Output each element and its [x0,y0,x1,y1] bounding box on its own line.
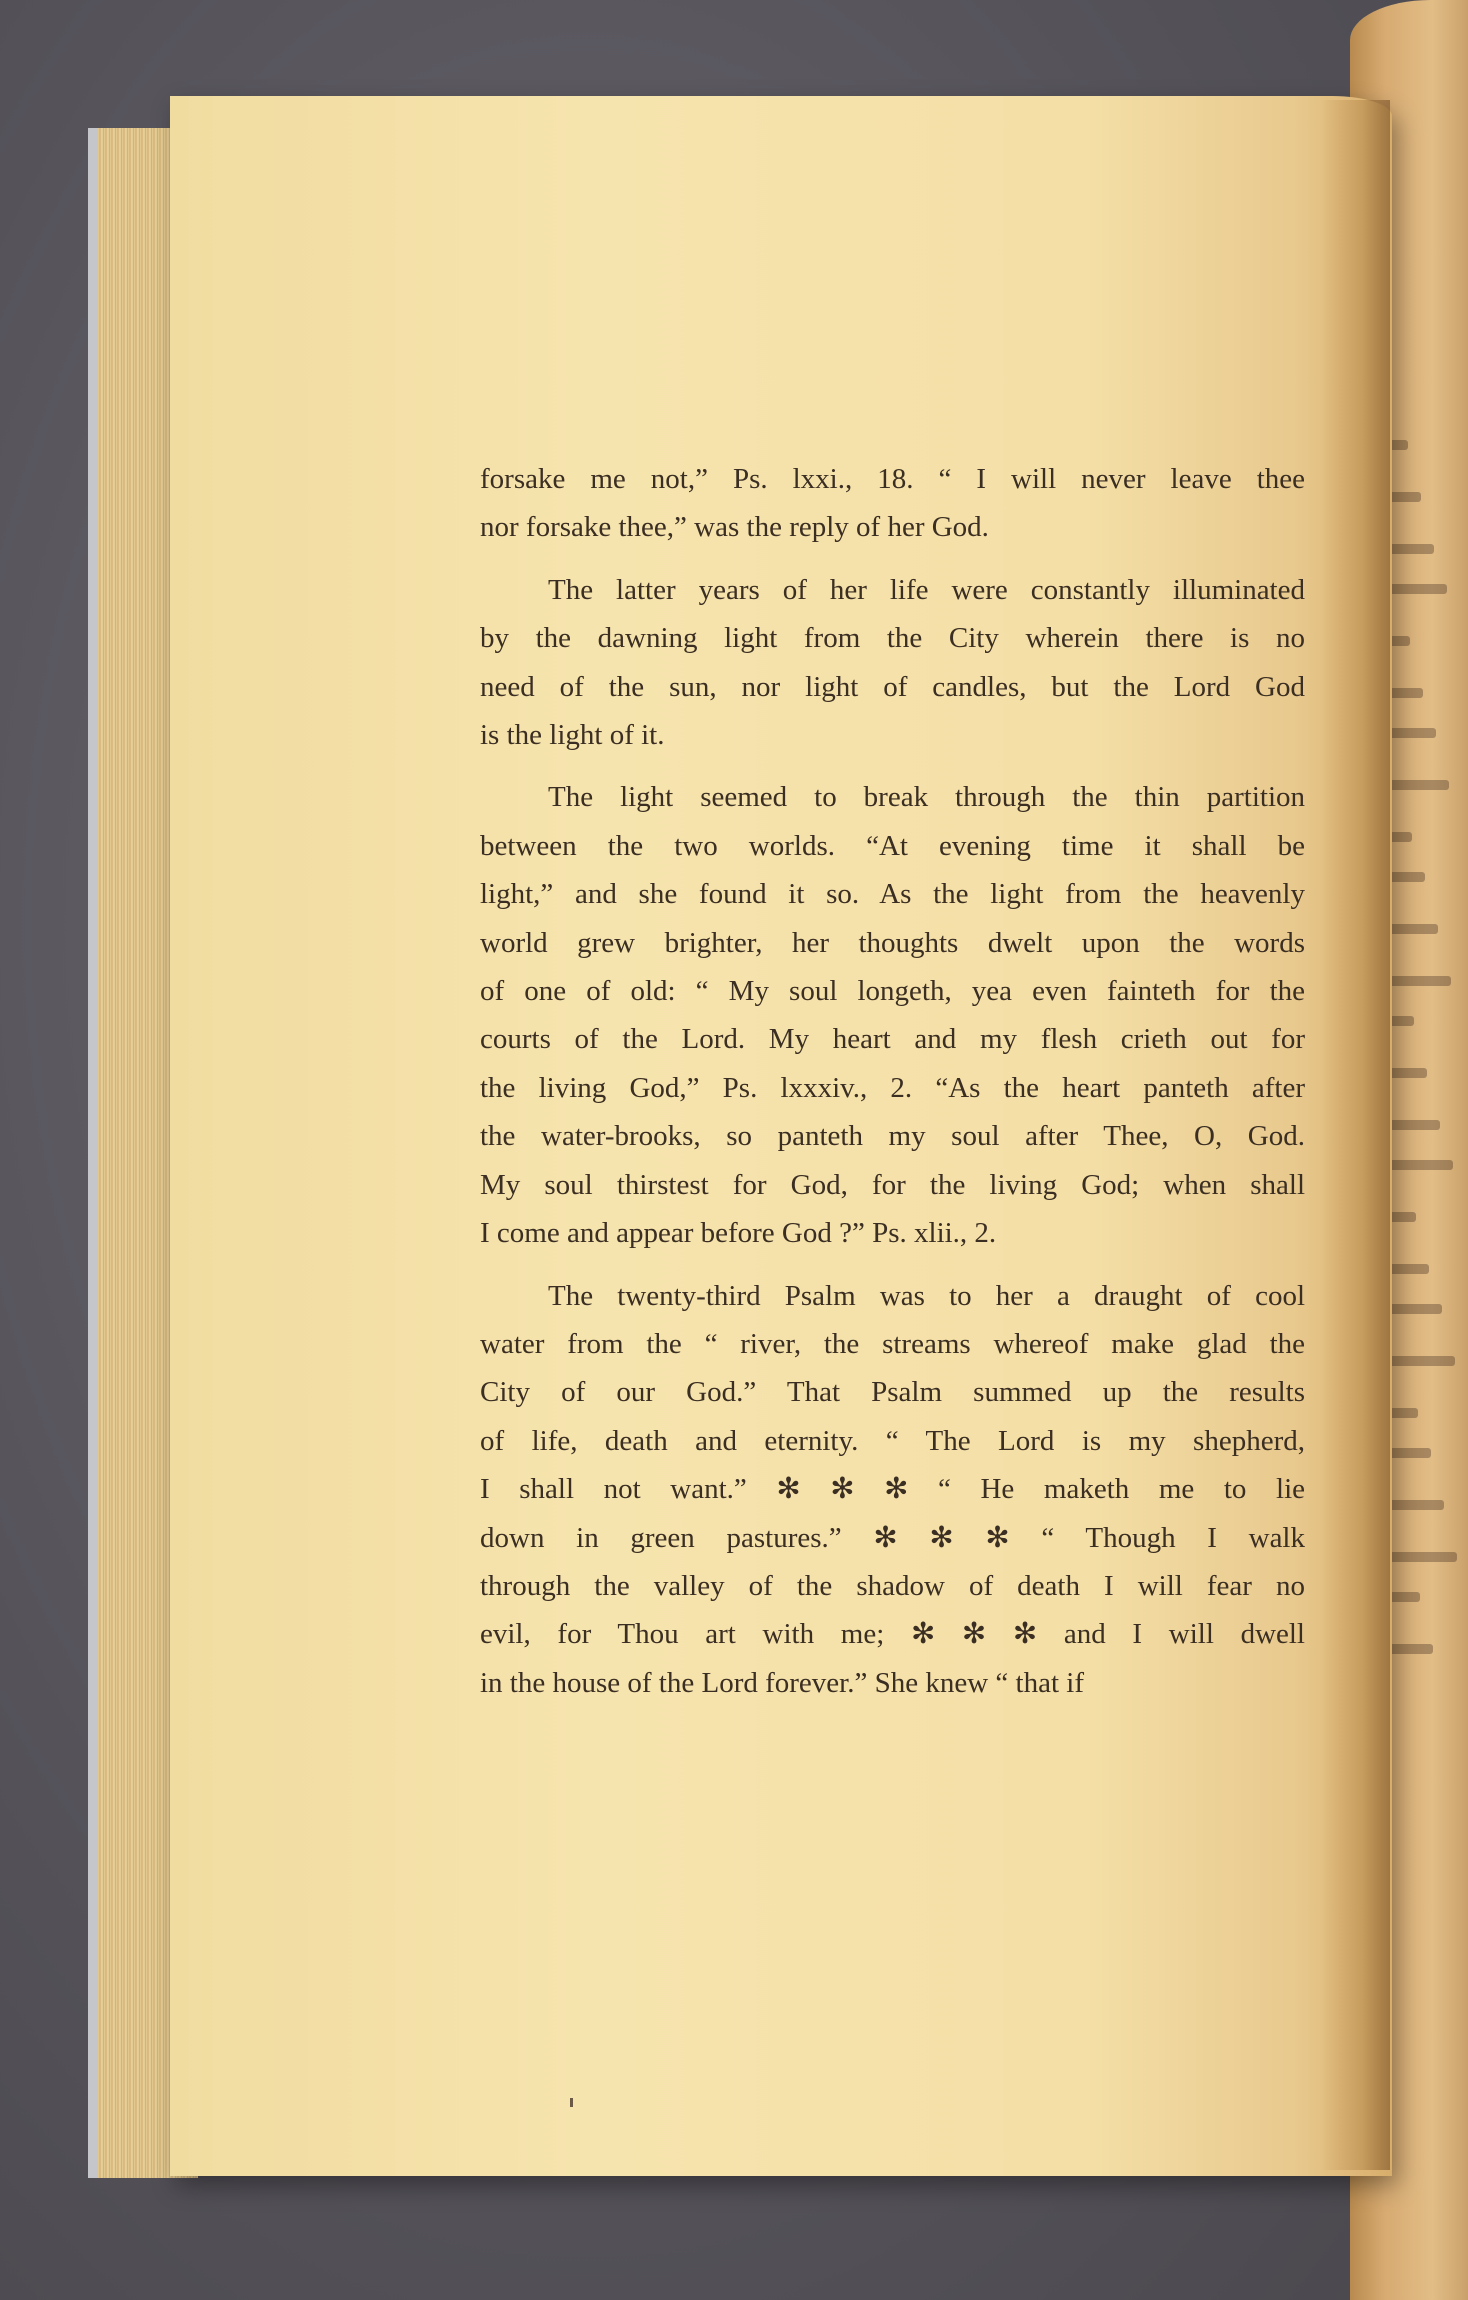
text-line: The light seemed to break through the thin partition [548,781,1305,814]
text-line: world grew brighter, her thoughts dwelt upon the words [480,926,1305,959]
text-line: in the house of the Lord forever.” She knew “ that if [480,1666,1084,1699]
text-line: light,” and she found it so. As the light from the heavenly [480,878,1305,911]
text-line: The latter years of her life were constantly illuminated [548,573,1305,606]
text-line: City of our God.” That Psalm summed up the results [480,1376,1305,1409]
text-line: the living God,” Ps. lxxxiv., 2. “As the heart panteth after [480,1071,1305,1104]
text-line: My soul thirstest for God, for the living God; when shall [480,1168,1305,1201]
paragraph-p3 [480,773,1305,1257]
text-line: The twenty-third Psalm was to her a draught of cool [548,1279,1305,1312]
text-line: water from the “ river, the streams whereof make glad the [480,1327,1305,1360]
paragraph-p1 [480,455,1305,552]
text-line: I come and appear before God ?” Ps. xlii., 2. [480,1217,997,1250]
ink-speck [570,2098,573,2107]
text-line: by the dawning light from the City wherein there is no [480,622,1305,655]
text-line: down in green pastures.” ✻ ✻ ✻ “ Though I walk [480,1521,1305,1554]
text-line: forsake me not,” Ps. lxxi., 18. “ I will never leave thee [480,463,1305,495]
text-line: through the valley of the shadow of death I will fear no [480,1569,1305,1602]
paragraph-p2 [480,566,1305,760]
text-line: nor forsake thee,” was the reply of her God. [480,511,989,544]
text-line: I shall not want.” ✻ ✻ ✻ “ He maketh me to lie [480,1473,1305,1506]
text-line: courts of the Lord. My heart and my flesh crieth out for [480,1023,1305,1056]
text-line: of one of old: “ My soul longeth, yea even fainteth for the [480,975,1305,1008]
paragraph-p4 [480,1272,1305,1708]
text-line: evil, for Thou art with me; ✻ ✻ ✻ and I will dwell [480,1618,1305,1651]
text-line: of life, death and eternity. “ The Lord is my shepherd, [480,1424,1305,1457]
text-line: the water-brooks, so panteth my soul after Thee, O, God. [480,1120,1305,1153]
text-line: between the two worlds. “At evening time it shall be [480,829,1305,862]
text-line: need of the sun, nor light of candles, but the Lord God [480,670,1305,703]
text-line: is the light of it. [480,719,665,752]
page-body-text [480,455,1305,1721]
